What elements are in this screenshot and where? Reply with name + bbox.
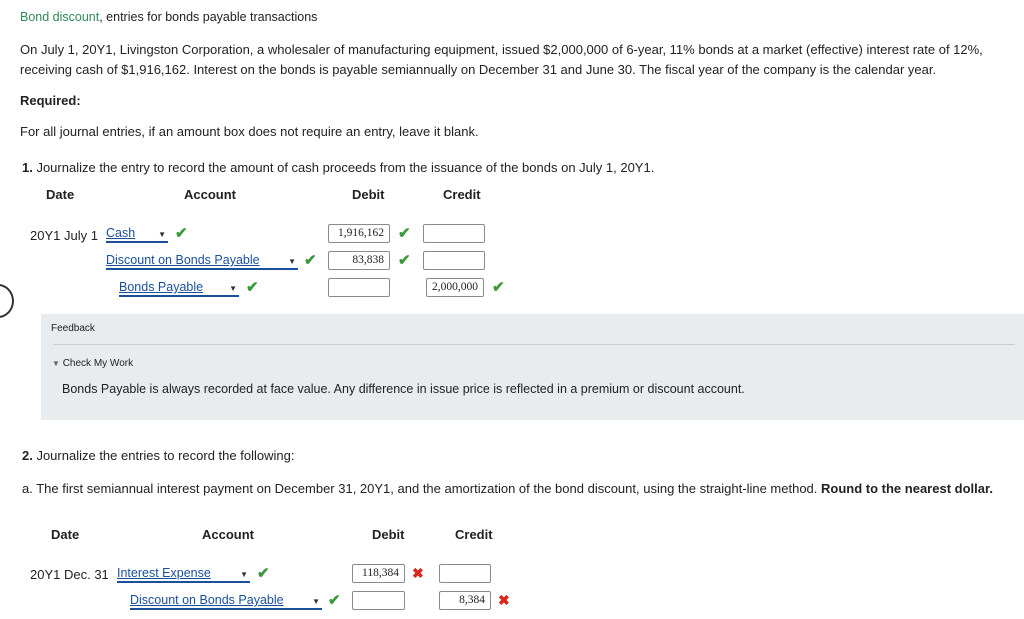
- q2-number: 2.: [22, 448, 33, 463]
- check-icon: ✔: [398, 225, 411, 242]
- q1-row2-account: Discount on Bonds Payable: [106, 253, 260, 267]
- check-icon: ✔: [492, 279, 505, 296]
- x-icon: ✖: [498, 592, 510, 608]
- q2-col-credit: Credit: [455, 527, 493, 542]
- feedback-panel: [41, 314, 1024, 420]
- caret-down-icon: ▼: [229, 284, 237, 293]
- q2-row1-debit-input[interactable]: 118,384: [352, 564, 405, 583]
- triangle-down-icon: ▼: [52, 359, 60, 368]
- q1-col-debit: Debit: [352, 187, 385, 202]
- title-link[interactable]: Bond discount: [20, 10, 100, 24]
- q1-row1-credit-input[interactable]: [423, 224, 485, 243]
- check-icon: ✔: [175, 225, 188, 242]
- caret-down-icon: ▼: [288, 257, 296, 266]
- q1-number: 1.: [22, 160, 33, 175]
- q2-col-date: Date: [51, 527, 80, 542]
- q1-row2-debit-input[interactable]: 83,838: [328, 251, 390, 270]
- check-icon: ✔: [257, 565, 270, 582]
- q1-row1-debit-input[interactable]: 1,916,162: [328, 224, 390, 243]
- q2-part-a-bold-2: dollar.: [954, 481, 993, 496]
- q2-col-account: Account: [202, 527, 254, 542]
- q2-row1-account: Interest Expense: [117, 566, 211, 580]
- q2-col-debit: Debit: [372, 527, 405, 542]
- check-my-work-label: Check My Work: [62, 358, 134, 369]
- x-icon: ✖: [412, 565, 424, 581]
- q1-date: 20Y1 July 1: [30, 228, 98, 243]
- q1-row3-account-select[interactable]: [119, 280, 239, 297]
- problem-statement: [20, 40, 1020, 80]
- q1-text: Journalize the entry to record the amount of cash proceeds from the issuance of the bonds on July 1, 20Y1.: [32, 160, 655, 175]
- q1-col-account: Account: [184, 187, 236, 202]
- check-icon: ✔: [304, 252, 317, 269]
- check-icon: ✔: [328, 592, 341, 609]
- q1-row1-account: Cash: [106, 226, 136, 240]
- q1-row2-credit-input[interactable]: [423, 251, 485, 270]
- q2-text: Journalize the entries to record the following:: [32, 448, 295, 463]
- problem-line-2: receiving cash of $1,916,162. Interest on the bonds is payable semiannually on December 31 and June 30. The fiscal year of the company is the calendar year.: [20, 62, 937, 77]
- q1-col-date: Date: [46, 187, 75, 202]
- feedback-divider: [53, 344, 1015, 345]
- q2-date: 20Y1 Dec. 31: [30, 567, 109, 582]
- q1-row3-debit-input[interactable]: [328, 278, 390, 297]
- circle-icon: [0, 284, 14, 318]
- q2-part-a: [22, 479, 1012, 499]
- instructions-text: For all journal entries, if an amount box does not require an entry, leave it blank.: [20, 124, 479, 139]
- caret-down-icon: ▼: [158, 230, 166, 239]
- required-heading: Required:: [20, 93, 81, 108]
- check-icon: ✔: [246, 279, 259, 296]
- q2-row2-account-select[interactable]: [130, 593, 322, 610]
- q2-prompt: [22, 448, 294, 463]
- q2-row2-credit-input[interactable]: 8,384: [439, 591, 491, 610]
- caret-down-icon: ▼: [240, 570, 248, 579]
- q1-prompt: [22, 160, 654, 175]
- caret-down-icon: ▼: [312, 597, 320, 606]
- q2-row2-account: Discount on Bonds Payable: [130, 593, 284, 607]
- check-my-work-toggle[interactable]: [52, 358, 133, 369]
- q1-col-credit: Credit: [443, 187, 481, 202]
- check-icon: ✔: [398, 252, 411, 269]
- feedback-text: Bonds Payable is always recorded at face value. Any difference in issue price is reflected in a premium or discount account.: [62, 382, 745, 396]
- q2-row2-debit-input[interactable]: [352, 591, 405, 610]
- q1-row3-account: Bonds Payable: [119, 280, 204, 294]
- title-rest: , entries for bonds payable transactions: [99, 10, 318, 24]
- q1-row3-credit-input[interactable]: 2,000,000: [426, 278, 484, 297]
- q2-part-a-text: a. The first semiannual interest payment on December 31, 20Y1, and the amortization of the bond discount, using the straight-line method.: [22, 481, 818, 496]
- feedback-title: Feedback: [51, 323, 95, 334]
- problem-line-1: On July 1, 20Y1, Livingston Corporation, a wholesaler of manufacturing equipment, issued $2,000,000 of 6-year, 11% bonds at a market (effective) interest rate of 12%,: [20, 42, 983, 57]
- q1-row1-account-select[interactable]: [106, 226, 168, 243]
- q2-part-a-bold: Round to the nearest: [821, 481, 952, 496]
- page-title: [20, 10, 317, 24]
- q1-row2-account-select[interactable]: [106, 253, 298, 270]
- q2-row1-credit-input[interactable]: [439, 564, 491, 583]
- q2-row1-account-select[interactable]: [117, 566, 250, 583]
